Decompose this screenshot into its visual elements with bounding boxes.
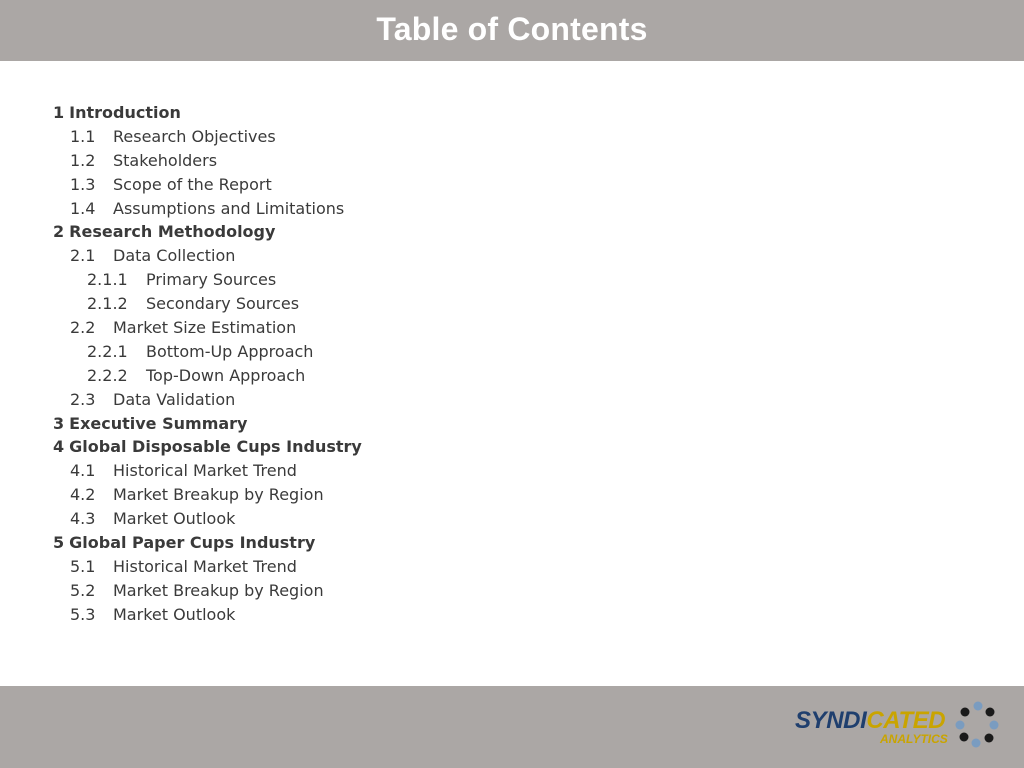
logo-dot	[960, 733, 969, 742]
toc-label: Data Collection	[113, 246, 236, 266]
toc-subsection	[53, 244, 362, 268]
logo-dot	[972, 739, 981, 748]
toc-label: Market Breakup by Region	[113, 485, 324, 505]
toc-label: Research Methodology	[69, 222, 276, 242]
toc-label: Global Paper Cups Industry	[69, 533, 316, 553]
title-bar	[0, 0, 1024, 61]
toc-subsection	[53, 149, 362, 173]
syndicated-analytics-logo	[795, 697, 1005, 751]
toc-subsection	[53, 316, 362, 340]
logo-dot	[961, 708, 970, 717]
toc-label: Secondary Sources	[146, 294, 300, 314]
toc-number: 2.3	[70, 389, 96, 409]
toc-label: Bottom-Up Approach	[146, 341, 314, 361]
toc-number: 1.2	[70, 150, 96, 170]
toc-number: 5.2	[70, 580, 96, 600]
toc-subsection	[53, 459, 362, 483]
toc-number: 4	[53, 437, 65, 457]
toc-subsection	[53, 197, 362, 221]
toc-subsection	[53, 292, 362, 316]
table-of-contents	[53, 101, 362, 627]
logo-dot	[990, 721, 999, 730]
toc-number: 5.1	[70, 556, 96, 576]
toc-label: Market Size Estimation	[113, 318, 297, 338]
toc-number: 2	[53, 222, 65, 242]
toc-number: 2.2	[70, 318, 96, 338]
toc-section	[53, 531, 362, 555]
toc-label: Historical Market Trend	[113, 461, 297, 481]
toc-number: 2.1.2	[87, 294, 128, 314]
logo-brand-secondary: ANALYTICS	[880, 732, 948, 746]
toc-label: Top-Down Approach	[146, 365, 306, 385]
toc-number: 1.4	[70, 198, 96, 218]
toc-section	[53, 220, 362, 244]
toc-subsection	[53, 579, 362, 603]
toc-subsection	[53, 340, 362, 364]
toc-subsection	[53, 507, 362, 531]
toc-number: 1	[53, 103, 65, 122]
toc-section	[53, 101, 362, 125]
logo-dot	[974, 702, 983, 711]
logo-dot	[956, 721, 965, 730]
toc-subsection	[53, 125, 362, 149]
toc-number: 2.2.2	[87, 365, 128, 385]
toc-label: Introduction	[69, 103, 181, 122]
toc-subsection	[53, 364, 362, 388]
toc-label: Historical Market Trend	[113, 556, 297, 576]
toc-number: 3	[53, 413, 65, 433]
toc-label: Scope of the Report	[113, 174, 272, 194]
toc-label: Primary Sources	[146, 270, 277, 290]
toc-subsection	[53, 483, 362, 507]
toc-label: Research Objectives	[113, 126, 276, 146]
toc-number: 2.1	[70, 246, 96, 266]
toc-subsection	[53, 268, 362, 292]
page-title: Table of Contents	[376, 11, 648, 47]
toc-section	[53, 435, 362, 459]
toc-label: Data Validation	[113, 389, 236, 409]
toc-subsection	[53, 388, 362, 412]
toc-number: 2.2.1	[87, 341, 128, 361]
toc-subsection	[53, 603, 362, 627]
toc-number: 2.1.1	[87, 270, 128, 290]
toc-number: 5	[53, 533, 65, 553]
toc-number: 4.3	[70, 509, 96, 529]
toc-subsection	[53, 173, 362, 197]
logo-dot	[985, 734, 994, 743]
toc-label: Market Breakup by Region	[113, 580, 324, 600]
toc-number: 4.2	[70, 485, 96, 505]
toc-number: 1.3	[70, 174, 96, 194]
toc-label: Global Disposable Cups Industry	[69, 437, 362, 457]
toc-number: 4.1	[70, 461, 96, 481]
toc-subsection	[53, 555, 362, 579]
toc-label: Stakeholders	[113, 150, 218, 170]
toc-label: Assumptions and Limitations	[113, 198, 345, 218]
logo-dot	[986, 708, 995, 717]
toc-number: 5.3	[70, 604, 96, 624]
logo-dots-ring-icon	[956, 702, 999, 748]
logo-brand-primary: SYNDICATED	[795, 707, 946, 734]
toc-label: Market Outlook	[113, 509, 236, 529]
toc-section	[53, 412, 362, 436]
toc-number: 1.1	[70, 126, 96, 146]
toc-label: Executive Summary	[69, 413, 248, 433]
toc-label: Market Outlook	[113, 604, 236, 624]
